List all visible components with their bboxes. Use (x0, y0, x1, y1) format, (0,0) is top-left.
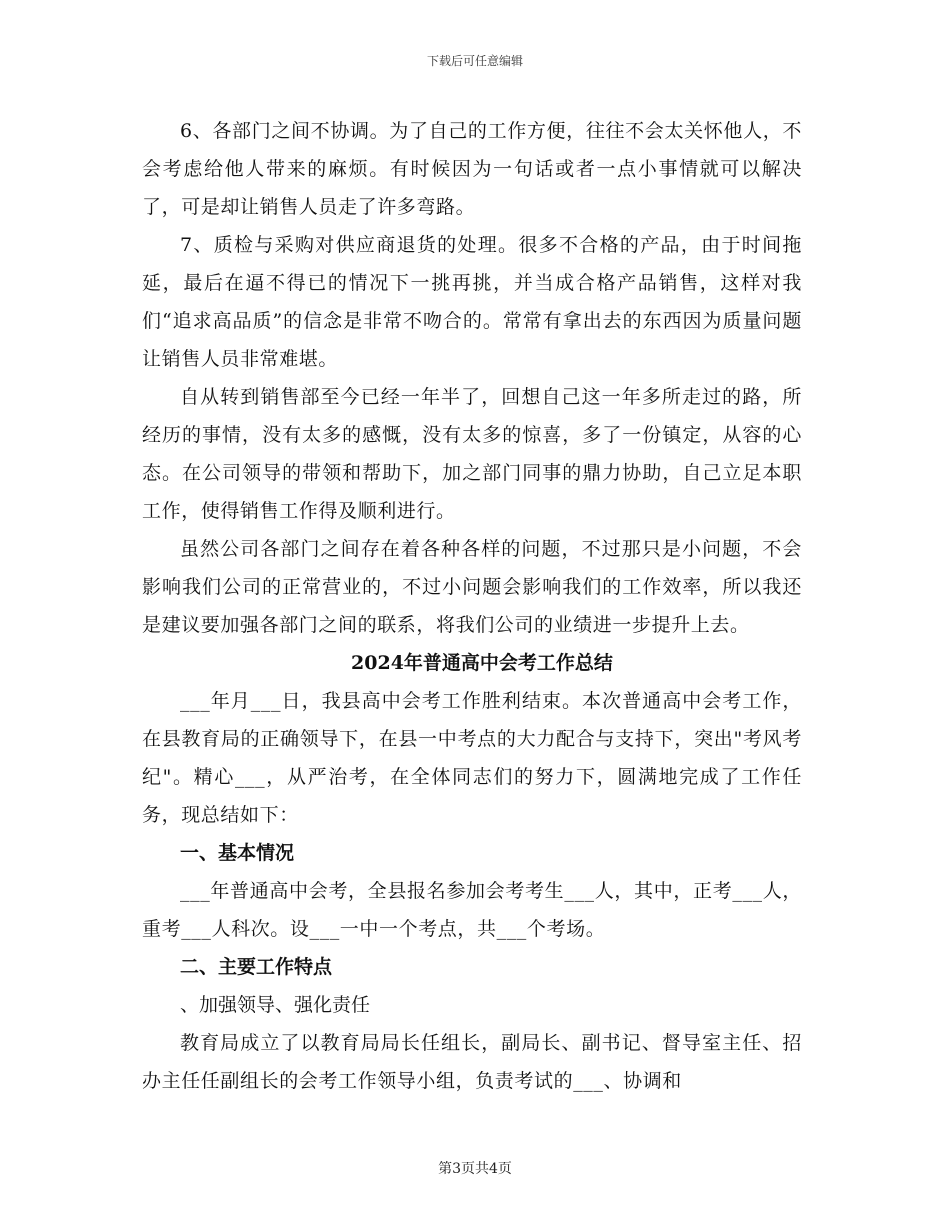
subsection-heading: 、加强领导、强化责任 (180, 994, 371, 1016)
paragraph-item-7: 7、质检与采购对供应商退货的处理。很多不合格的产品，由于时间拖延，最后在逼不得已的情况下一挑再挑，并当成合格产品销售，这样对我们“追求高品质”的信念是非常不吻合的。常常有拿出去的东西因为质量问题让销售人员非常难堪。 (142, 234, 802, 370)
section-heading-features: 二、主要工作特点 (180, 956, 333, 978)
paragraph-suggestion: 虽然公司各部门之间存在着各种各样的问题，不过那只是小问题，不会影响我们公司的正常营业的，不过小问题会影响我们的工作效率，所以我还是建议要加强各部门之间的联系，将我们公司的业绩进一步提升上去。 (142, 538, 802, 636)
section-heading-basic: 一、基本情况 (180, 842, 295, 864)
document-body (142, 112, 802, 1100)
intro-paragraph: ___年月___日，我县高中会考工作胜利结束。本次普通高中会考工作，在县教育局的正确领导下，在县一中考点的大力配合与支持下，突出"考风考纪"。精心___，从严治考，在全体同志们的努力下，圆满地完成了工作任务，现总结如下： (142, 690, 802, 826)
paragraph-item-6: 6、各部门之间不协调。为了自己的工作方便，往往不会太关怀他人，不会考虑给他人带来的麻烦。有时候因为一句话或者一点小事情就可以解决了，可是却让销售人员走了许多弯路。 (142, 120, 802, 218)
section-body-features: 教育局成立了以教育局局长任组长，副局长、副书记、督导室主任、招办主任任副组长的会考工作领导小组，负责考试的___、协调和 (142, 1032, 802, 1092)
paragraph-reflection: 自从转到销售部至今已经一年半了，回想自己这一年多所走过的路，所经历的事情，没有太多的感慨，没有太多的惊喜，多了一份镇定，从容的心态。在公司领导的带领和帮助下，加之部门同事的鼎力协助，自己立足本职工作，使得销售工作得及顺利进行。 (142, 386, 802, 522)
section-body-basic: ___年普通高中会考，全县报名参加会考考生___人，其中，正考___人，重考___人科次。设___一中一个考点，共___个考场。 (142, 880, 802, 940)
page-footer: 第3页共4页 (438, 1161, 512, 1177)
document-title: 2024年普通高中会考工作总结 (351, 652, 613, 674)
page-header: 下载后可任意编辑 (426, 54, 523, 68)
